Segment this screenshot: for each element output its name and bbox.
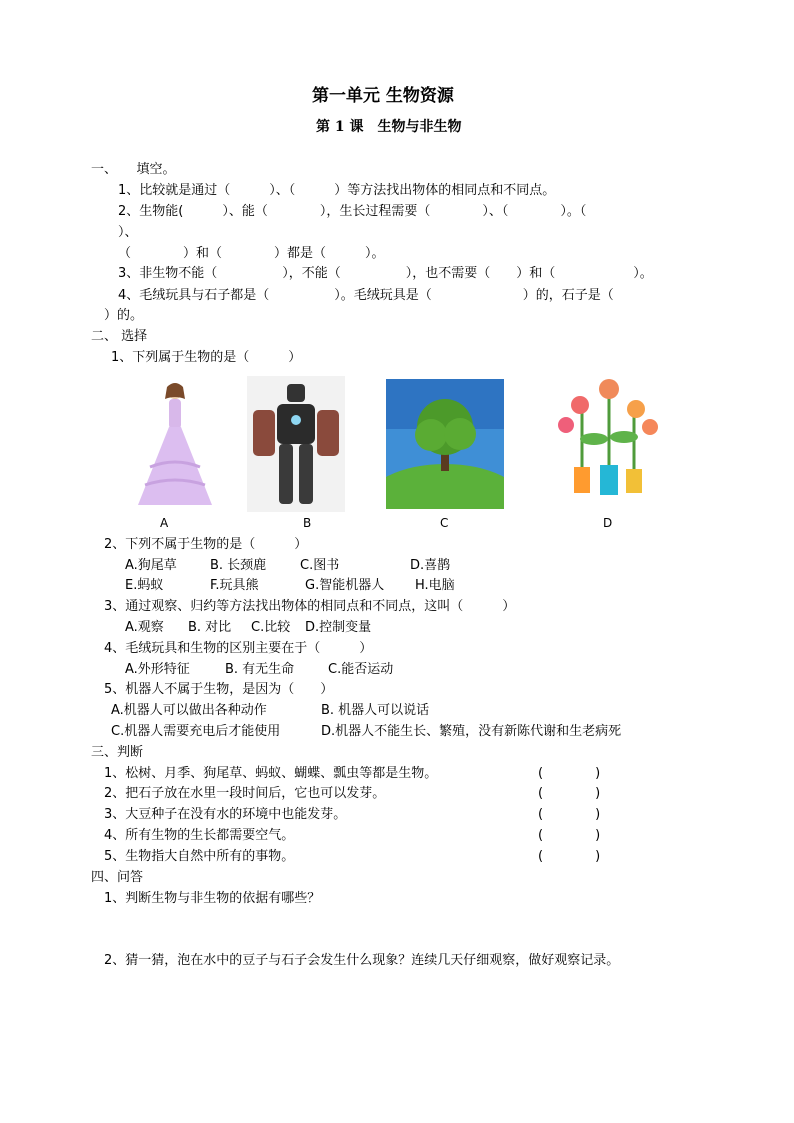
doll-image <box>130 377 220 507</box>
choice-q4: 4、毛绒玩具和生物的区别主要在于（ ） <box>104 641 373 656</box>
fill-line-2-wrap: ）、 <box>118 225 138 240</box>
q4-option-c: C.能否运动 <box>328 662 394 677</box>
fill-line-4-wrap: ）的。 <box>104 308 144 323</box>
q5-option-b: B. 机器人可以说话 <box>321 703 430 718</box>
judge-item-2: 2、把石子放在水里一段时间后，它也可以发芽。 <box>104 786 386 801</box>
fill-line-2: 2、生物能( ）、能（ ），生长过程需要（ ）、（ ）。（ <box>118 204 587 219</box>
section3-heading: 三、判断 <box>91 745 144 760</box>
page-title: 第一单元 生物资源 <box>312 86 454 106</box>
judge-bracket-5: ( ) <box>538 849 601 864</box>
image-caption-a: A <box>160 516 169 530</box>
fill-line-1: 1、比较就是通过（ ）、（ ）等方法找出物体的相同点和不同点。 <box>118 183 556 198</box>
image-caption-d: D <box>603 516 613 530</box>
judge-item-3: 3、大豆种子在没有水的环境中也能发芽。 <box>104 807 347 822</box>
q2-option-f: F.玩具熊 <box>210 578 259 593</box>
qa-q2: 2、猜一猜，泡在水中的豆子与石子会发生什么现象？连续几天仔细观察，做好观察记录。 <box>104 953 620 968</box>
choice-q3: 3、通过观察、归约等方法找出物体的相同点和不同点，这叫（ ） <box>104 599 516 614</box>
q5-option-a: A.机器人可以做出各种动作 <box>111 703 267 718</box>
judge-bracket-1: ( ) <box>538 766 601 781</box>
q2-option-e: E.蚂蚁 <box>125 578 164 593</box>
q2-option-h: H.电脑 <box>415 578 455 593</box>
page-subtitle: 第 1 课 生物与非生物 <box>316 119 462 135</box>
image-caption-b: B <box>303 516 312 530</box>
judge-item-4: 4、所有生物的生长都需要空气。 <box>104 828 295 843</box>
q3-option-d: D.控制变量 <box>305 620 372 635</box>
fill-line-3: 3、非生物不能（ ），不能（ ），也不需要（ ）和（ ）。 <box>118 266 653 281</box>
q2-option-a: A.狗尾草 <box>125 558 177 573</box>
q2-option-c: C.图书 <box>300 558 340 573</box>
section2-heading: 二、 选择 <box>91 329 148 344</box>
q5-option-c: C.机器人需要充电后才能使用 <box>111 724 281 739</box>
choice-q1: 1、下列属于生物的是（ ） <box>111 350 302 365</box>
judge-item-5: 5、生物指大自然中所有的事物。 <box>104 849 295 864</box>
judge-bracket-3: ( ) <box>538 807 601 822</box>
judge-item-1: 1、松树、月季、狗尾草、蚂蚁、蝴蝶、瓢虫等都是生物。 <box>104 766 438 781</box>
image-caption-c: C <box>440 516 449 530</box>
judge-bracket-4: ( ) <box>538 828 601 843</box>
q2-option-g: G.智能机器人 <box>305 578 385 593</box>
q2-option-d: D.喜鹊 <box>410 558 451 573</box>
flowers-image <box>546 367 666 512</box>
choice-q5: 5、机器人不属于生物，是因为（ ） <box>104 682 334 697</box>
tree-image <box>386 379 504 509</box>
q2-option-b: B. 长颈鹿 <box>210 558 267 573</box>
robot-image <box>247 376 345 512</box>
q4-option-b: B. 有无生命 <box>225 662 295 677</box>
fill-line-4: 4、毛绒玩具与石子都是（ ）。毛绒玩具是（ ）的，石子是（ <box>118 288 614 303</box>
q4-option-a: A.外形特征 <box>125 662 190 677</box>
section4-heading: 四、问答 <box>91 870 144 885</box>
choice-q2: 2、下列不属于生物的是（ ） <box>104 537 308 552</box>
q5-option-d: D.机器人不能生长、繁殖，没有新陈代谢和生老病死 <box>321 724 622 739</box>
section1-heading: 一、 填空。 <box>91 162 176 177</box>
q3-option-a: A.观察 <box>125 620 164 635</box>
qa-q1: 1、判断生物与非生物的依据有哪些？ <box>104 891 321 906</box>
q3-option-c: C.比较 <box>251 620 291 635</box>
q3-option-b: B. 对比 <box>188 620 232 635</box>
judge-bracket-2: ( ) <box>538 786 601 801</box>
fill-line-2-cont: （ ）和（ ）都是（ ）。 <box>118 246 385 261</box>
